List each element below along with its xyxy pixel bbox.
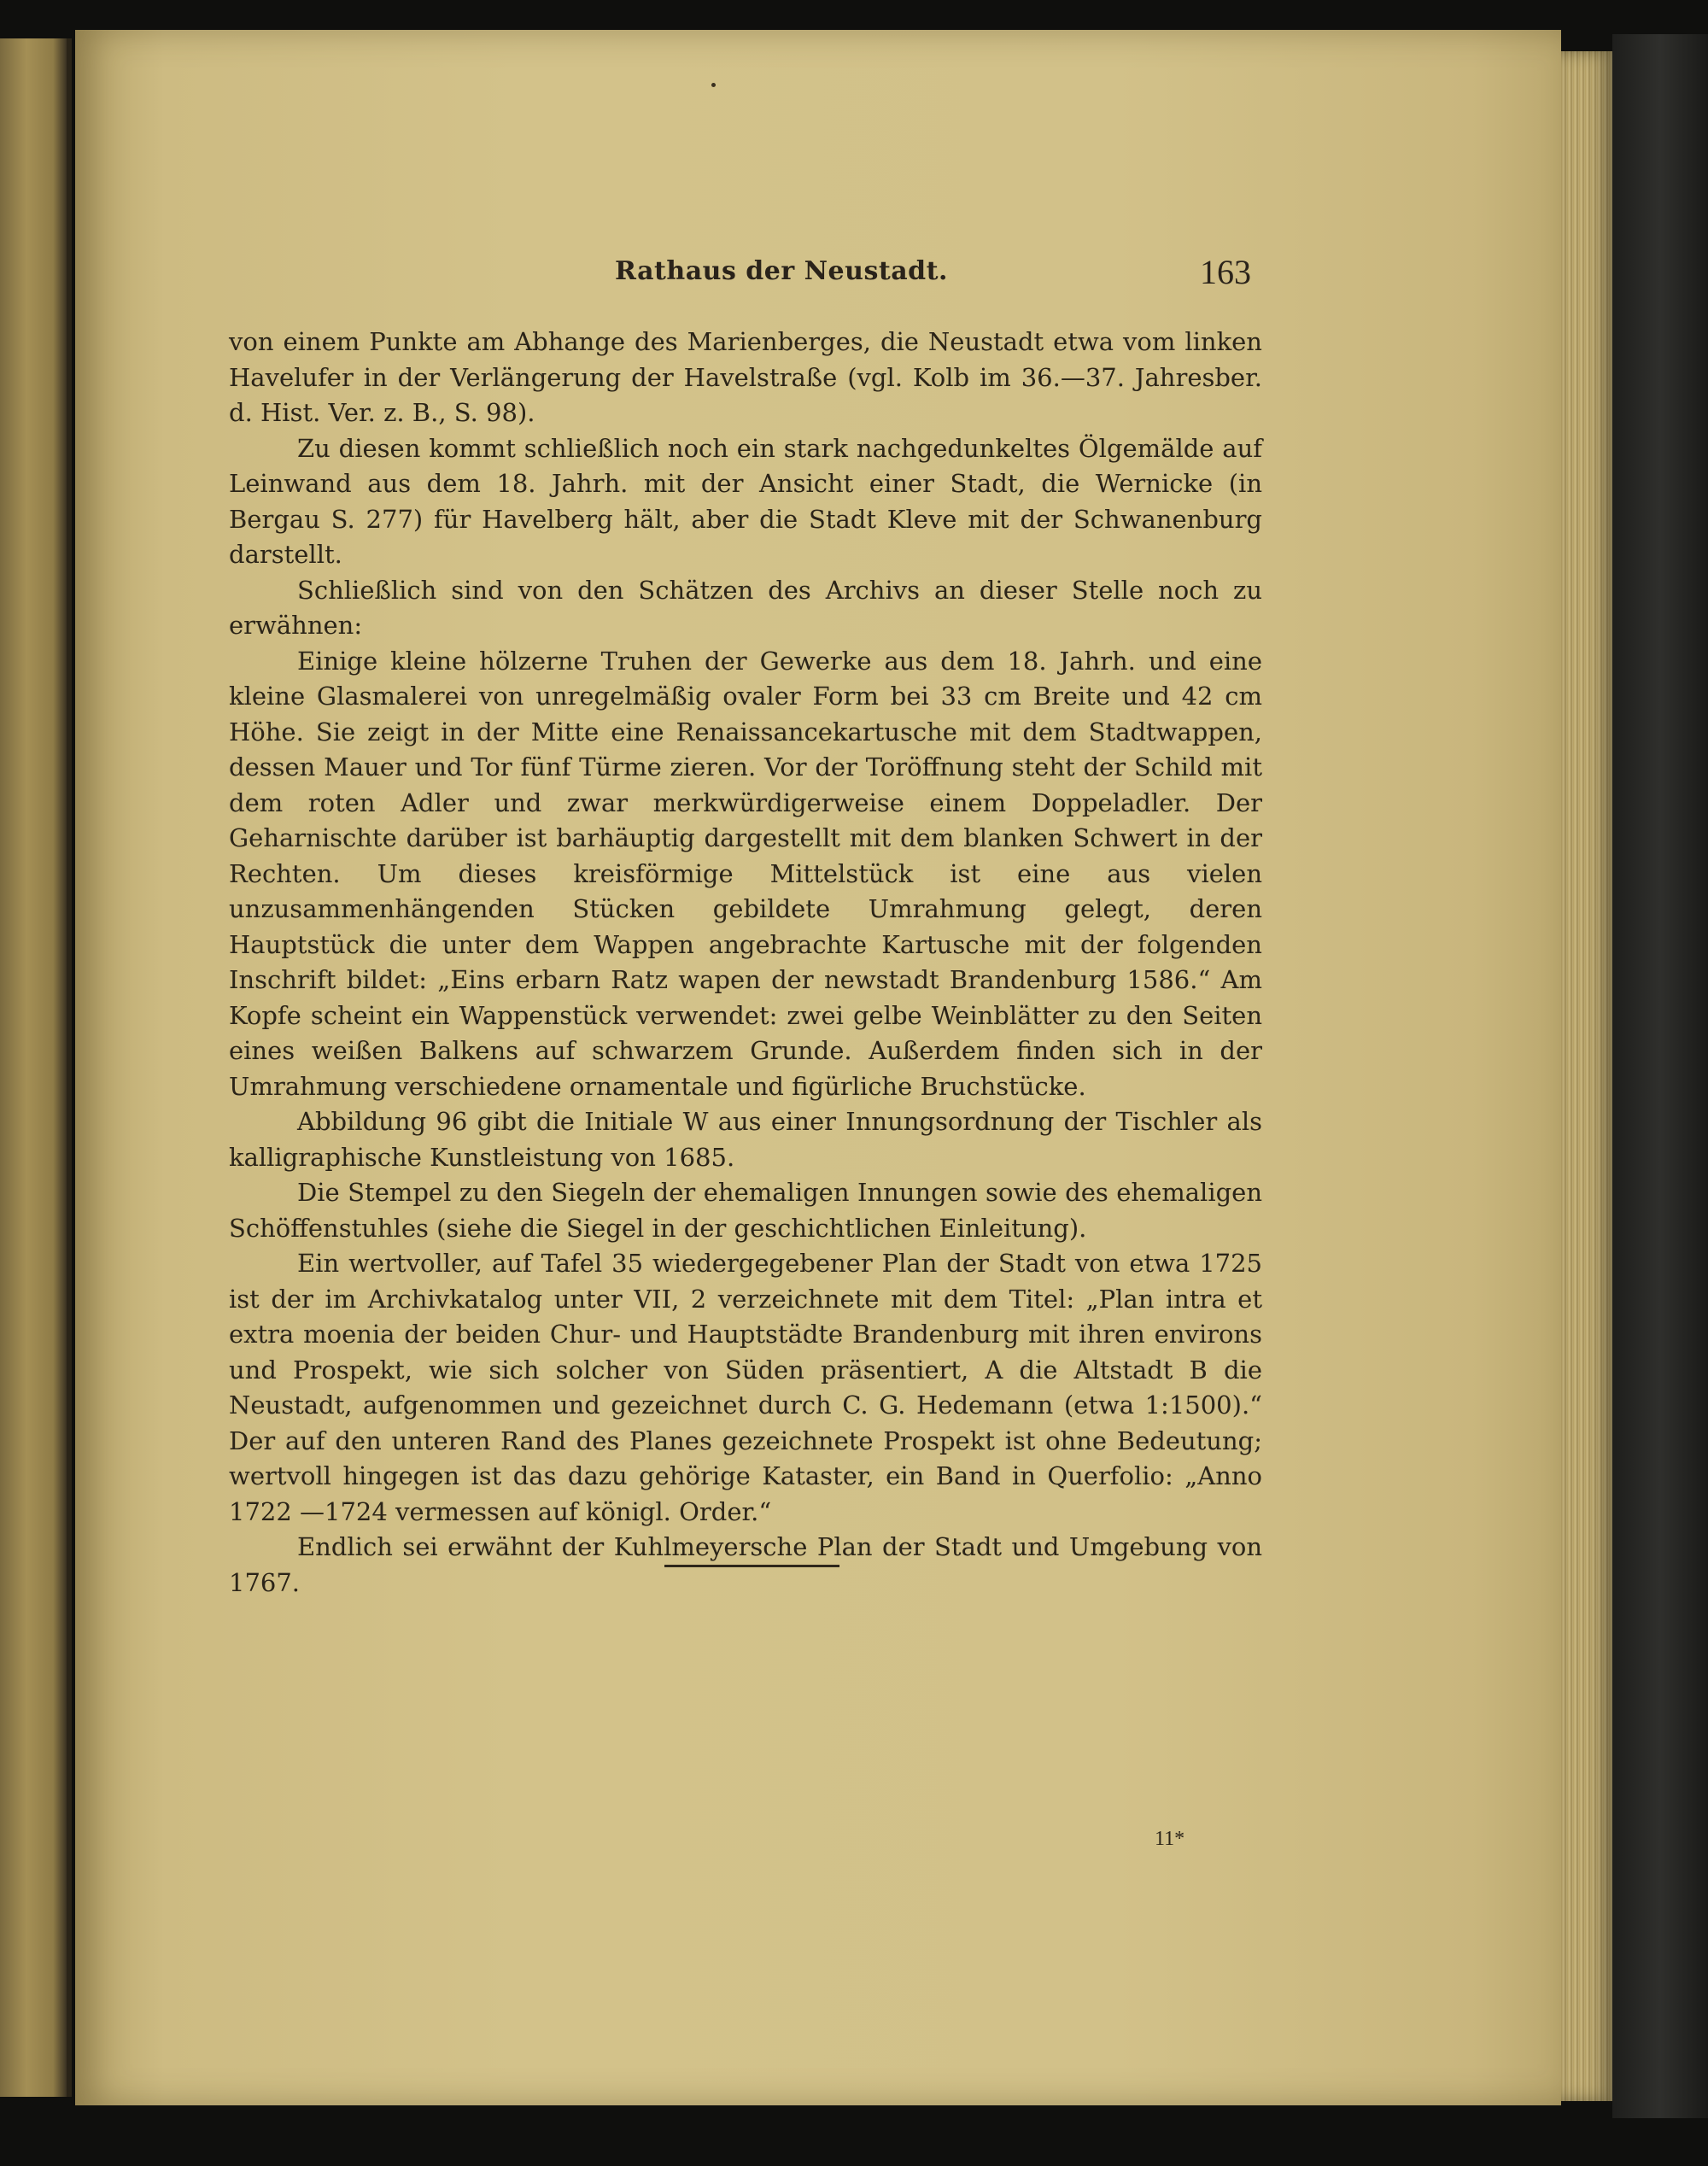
- paragraph: Einige kleine hölzerne Truhen der Gewerke aus dem 18. Jahrh. und eine kleine Glasmalerei von unregelmäßig ovaler Form bei 33 cm Breite und 42 cm Höhe. Sie zeigt in der Mitte eine Renaissancekartusche mit dem Stadtwappen, dessen Mauer und Tor fünf Türme zieren. Vor der Toröffnung steht der Schild mit dem roten Adler und zwar merkwürdigerweise einem Doppeladler. Der Geharnischte darüber ist barhäuptig dargestellt mit dem blanken Schwert in der Rechten. Um dieses kreisförmige Mittelstück ist eine aus vielen unzusammenhängenden Stücken gebildete Umrahmung gelegt, deren Hauptstück die unter dem Wappen angebrachte Kartusche mit der folgenden Inschrift bildet: „Eins erbarn Ratz wapen der newstadt Brandenburg 1586.“ Am Kopfe scheint ein Wappenstück verwendet: zwei gelbe Weinblätter zu den Seiten eines weißen Balkens auf schwarzem Grunde. Außerdem finden sich in der Umrahmung verschiedene ornamentale und figürliche Bruchstücke.: [229, 646, 1262, 1101]
- signature-mark: 11*: [1155, 1828, 1185, 1850]
- paragraph: Schließlich sind von den Schätzen des Archivs an dieser Stelle noch zu erwähnen:: [229, 575, 1262, 640]
- book-cover: [1612, 34, 1708, 2118]
- paragraph: Die Stempel zu den Siegeln der ehemaligen Innungen sowie des ehemaligen Schöffenstuhles (siehe die Siegel in der geschichtlichen Einleitung).: [229, 1178, 1262, 1243]
- paragraph: von einem Punkte am Abhange des Marienberges, die Neustadt etwa vom linken Havelufer in der Verlängerung der Havelstraße (vgl. Kolb im 36.—37. Jahresber. d. Hist. Ver. z. B., S. 98).: [229, 327, 1262, 427]
- page-number: 163: [1200, 253, 1251, 291]
- page-stack-edges: [1561, 51, 1612, 2101]
- body-text: [229, 325, 1262, 1601]
- section-rule: [664, 1565, 839, 1567]
- running-head: Rathaus der Neustadt.: [615, 256, 948, 286]
- paragraph: Zu diesen kommt schließlich noch ein stark nachgedunkeltes Ölgemälde auf Leinwand aus dem 18. Jahrh. mit der Ansicht einer Stadt, die Wernicke (in Bergau S. 277) für Havelberg hält, aber die Stadt Kleve mit der Schwanenburg darstellt.: [229, 433, 1262, 569]
- paragraph: Abbildung 96 gibt die Initiale W aus einer Innungsordnung der Tischler als kalligraphische Kunstleistung von 1685.: [229, 1107, 1262, 1172]
- paragraph: Ein wertvoller, auf Tafel 35 wiedergegebener Plan der Stadt von etwa 1725 ist der im Archivkatalog unter VII, 2 verzeichnete mit dem Titel: „Plan intra et extra moenia der beiden Chur- und Hauptstädte Brandenburg mit ihren environs und Prospekt, wie sich solcher von Süden präsentiert, A die Altstadt B die Neustadt, aufgenommen und gezeichnet durch C. G. Hedemann (etwa 1:1500).“ Der auf den unteren Rand des Planes gezeichnete Prospekt ist ohne Bedeutung; wertvoll hingegen ist das dazu gehörige Kataster, ein Band in Querfolio: „Anno 1722 —1724 vermessen auf königl. Order.“: [229, 1249, 1262, 1526]
- paragraph: Endlich sei erwähnt der Kuhlmeyersche Plan der Stadt und Umgebung von 1767.: [229, 1532, 1262, 1597]
- left-page-edge: [0, 38, 72, 2097]
- ink-dot: [711, 83, 716, 87]
